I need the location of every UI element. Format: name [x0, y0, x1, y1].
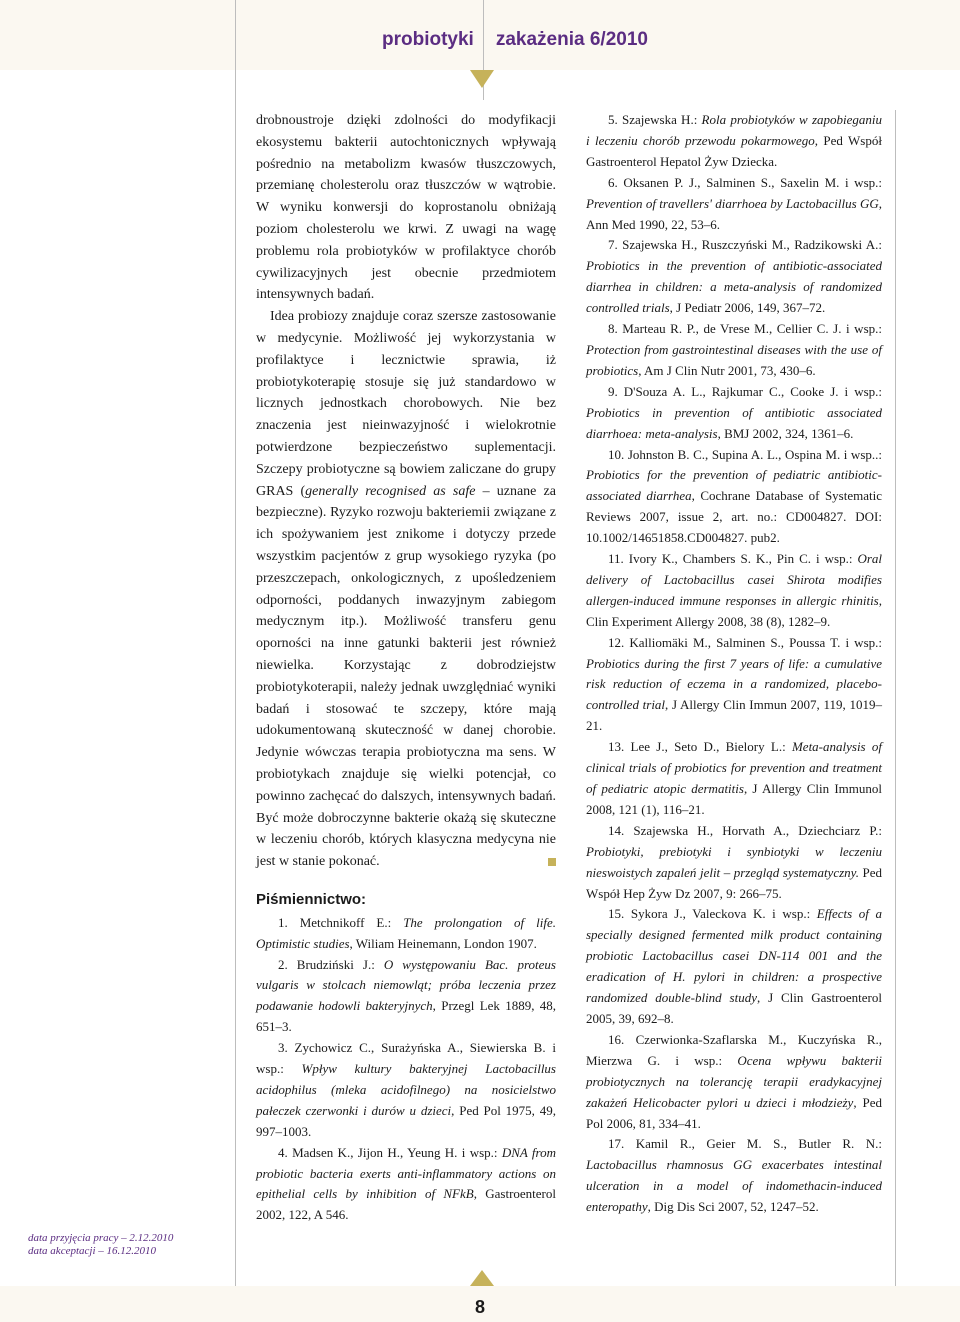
reference-authors: 8. Marteau R. P., de Vrese M., Cellier C. J. i wsp.:	[608, 321, 882, 337]
reference-source: , Dig Dis Sci 2007, 52, 1247–52.	[647, 1199, 819, 1215]
reference-authors: 4. Madsen K., Jijon H., Yeung H. i wsp.:	[278, 1144, 502, 1160]
reference-source: , Am J Clin Nutr 2001, 73, 430–6.	[638, 362, 816, 378]
reference-authors: 12. Kalliomäki M., Salminen S., Poussa T. i wsp.:	[608, 634, 882, 650]
top-triangle-marker	[470, 70, 494, 88]
body-paragraph-2-start: Idea probiozy znajduje coraz szersze zastosowanie w medycynie. Możliwość jej wykorzystania w profilaktyce i lecznictwie sprawia, iż probiotykoterapię stosuje się już standardowo w licznych jednostkach chorobowych. Nie bez znaczenia jest nieinwazyjność i wielokrotnie potwierdzone bezpieczeństwo suplementacji. Szczepy probiotyczne są bowiem zaliczane do grupy GRAS (	[256, 309, 556, 499]
reference-item	[256, 913, 556, 955]
running-header	[382, 29, 648, 51]
reference-authors: 14. Szajewska H., Horvath A., Dziechciarz P.:	[608, 822, 882, 838]
reference-authors: 11. Ivory K., Chambers S. K., Pin C. i wsp.:	[608, 551, 858, 567]
reference-title: Effects of a specially designed fermented milk product containing probiotic Lactobacillus casei DN-114 001 and the eradication of H. pylori in children: a prospective randomized double-blind study	[586, 906, 882, 1006]
section-title: probiotyki	[382, 29, 474, 50]
reference-item	[586, 1030, 882, 1135]
body-paragraph-2-rest: – uznane za bezpieczne). Ryzyko rozwoju bakteriemii związane z ich spożywaniem jest znikome i dotyczy przede wszystkim pacjentów z grup wysokiego ryzyka (po przeszczepach, onkologicznych, z upośledzeniem odporności, poddanych inwazyjnym zabiegom medycznym itp.). Możliwość transferu genu oporności na inne gatunki bakterii jest również niewielka. Korzystając z dobrodziejstw probiotykoterapii, należy jednak uwzględniać wyniki badań i stosować te szczepy, które mają udokumentowaną skuteczność w danej chorobie. Jedynie wówczas terapia probiotyczna ma sens. W probiotykach znajduje się wielki potencjał, co powinno zachęcać do dalszych, intensywnych badań. Być może dobroczynne bakterie okażą się skuteczne w leczeniu chorób, których klasyczna medycyna nie jest w stanie pokonać.	[256, 483, 556, 870]
body-paragraph-2	[256, 306, 556, 873]
reference-title: Protection from gastrointestinal diseases with the use of probiotics	[586, 341, 882, 378]
reference-source: , J Clin Gastroenterol 2005, 39, 692–8.	[586, 990, 882, 1026]
reference-authors: 10. Johnston B. C., Supina A. L., Ospina M. i wsp..:	[608, 446, 882, 462]
references-list-left	[256, 913, 556, 1227]
reference-item	[586, 235, 882, 319]
references-list-right	[586, 110, 882, 1218]
reference-title: Probiotics in the prevention of antibiotic-associated diarrhea in children: a meta-analysis of randomized controlled trials	[586, 258, 882, 316]
reference-title: Lactobacillus rhamnosus GG exacerbates intestinal ulceration in a model of indomethacin-induced enteropathy	[586, 1157, 882, 1215]
reference-title: The prolongation of life. Optimistic studies	[256, 914, 556, 951]
reference-source: , Gastroenterol 2002, 122, A 546.	[256, 1186, 556, 1223]
reference-source: , Cochrane Database of Systematic Reviews 2007, issue 2, art. no.: CD004827. DOI: 10.1002/14651858.CD004827. pub2.	[586, 488, 882, 546]
reference-authors: 6. Oksanen P. J., Salminen S., Saxelin M. i wsp.:	[608, 174, 882, 190]
received-date: data przyjęcia pracy – 2.12.2010	[28, 1232, 174, 1244]
reference-authors: 9. D'Souza A. L., Rajkumar C., Cooke J. i wsp.:	[608, 383, 882, 399]
reference-title: Probiotics during the first 7 years of life: a cumulative risk reduction of eczema in a randomized, placebo-controlled trial	[586, 655, 882, 713]
reference-authors: 1. Metchnikoff E.:	[278, 914, 404, 930]
reference-title: Rola probiotyków w zapobieganiu i leczeniu chorób przewodu pokarmowego	[586, 112, 882, 148]
reference-title: Probiotyki, prebiotyki i synbiotyki w leczeniu nieswoistych zapaleń jelit – przegląd systematyczny.	[586, 843, 882, 880]
reference-source: , Ann Med 1990, 22, 53–6.	[586, 195, 882, 232]
reference-item	[586, 737, 882, 821]
reference-item	[586, 549, 882, 633]
reference-source: , Ped Pol 1975, 49, 997–1003.	[256, 1102, 556, 1139]
reference-title: Probiotics in prevention of antibiotic associated diarrhoea: meta-analysis	[586, 404, 882, 441]
reference-source: , Wiliam Heinemann, London 1907.	[349, 935, 537, 951]
publication-dates	[28, 1232, 173, 1258]
reference-title: DNA from probiotic bacteria exerts anti-inflammatory actions on epithelial cells by inhibition of NFkB	[256, 1144, 556, 1202]
reference-source: , Przegl Lek 1889, 48, 651–3.	[256, 998, 556, 1035]
reference-source: , J Pediatr 2006, 149, 367–72.	[669, 300, 826, 316]
reference-authors: 16. Czerwionka-Szaflarska M., Kuczyńska R., Mierzwa G. i wsp.:	[586, 1031, 882, 1068]
reference-source: , Clin Experiment Allergy 2008, 38 (8), 1282–9.	[586, 592, 882, 629]
reference-source: , J Allergy Clin Immun 2007, 119, 1019–21.	[586, 697, 882, 734]
reference-source: , BMJ 2002, 324, 1361–6.	[717, 425, 854, 441]
reference-item	[586, 821, 882, 905]
accepted-date: data akceptacji – 16.12.2010	[28, 1245, 157, 1257]
reference-item	[586, 382, 882, 445]
reference-authors: 5. Szajewska H.:	[608, 112, 702, 127]
references-heading: Piśmiennictwo:	[256, 890, 367, 908]
journal-issue: zakażenia 6/2010	[495, 29, 648, 50]
reference-item	[586, 173, 882, 236]
reference-source: , J Allergy Clin Immunol 2008, 121 (1), 116–21.	[586, 781, 882, 817]
page-number: 8	[474, 1297, 485, 1317]
reference-title: Meta-analysis of clinical trials of probiotics for prevention and treatment of pediatric atopic dermatitis	[586, 739, 882, 796]
reference-source: Ped Współ Hep Żyw Dz 2007, 9: 266–75.	[586, 864, 883, 901]
reference-title: Wpływ kultury bakteryjnej Lactobacillus acidophilus (mleka acidofilnego) na nosicielstwo pałeczek czerwonki i durów u dzieci	[256, 1061, 556, 1118]
reference-item	[256, 1038, 556, 1143]
reference-item	[586, 445, 882, 550]
reference-source: , Ped Pol 2006, 81, 334–41.	[586, 1094, 883, 1131]
gras-definition: generally recognised as safe	[305, 483, 476, 499]
reference-item	[256, 955, 556, 1039]
bottom-triangle-marker	[470, 1270, 494, 1286]
reference-item	[586, 1134, 882, 1218]
reference-authors: 17. Kamil R., Geier M. S., Butler R. N.:	[608, 1136, 882, 1152]
reference-item	[586, 319, 882, 382]
reference-authors: 3. Zychowicz C., Surażyńska A., Siewierska B. i wsp.:	[256, 1040, 556, 1077]
reference-authors: 15. Sykora J., Valeckova K. i wsp.:	[608, 906, 817, 922]
reference-authors: 7. Szajewska H., Ruszczyński M., Radzikowski A.:	[608, 237, 882, 253]
reference-title: Oral delivery of Lactobacillus casei Shirota modifies allergen-induced immune responses in allergic rhinitis	[586, 551, 882, 608]
reference-authors: 13. Lee J., Seto D., Bielory L.:	[608, 739, 792, 755]
right-margin-rule	[895, 110, 896, 1286]
reference-item	[256, 1143, 556, 1227]
reference-title: Ocena wpływu bakterii probiotycznych na tolerancję terapii eradykacyjnej zakażeń Helicobacter pylori u dzieci i młodzieży	[586, 1052, 882, 1110]
reference-item	[586, 110, 882, 173]
reference-item	[586, 633, 882, 738]
reference-title: Prevention of travellers' diarrhoea by Lactobacillus GG	[586, 195, 879, 211]
reference-item	[586, 904, 882, 1029]
reference-authors: 2. Brudziński J.:	[278, 956, 384, 972]
article-end-marker	[548, 858, 556, 866]
reference-title: O występowaniu Bac. proteus vulgaris w stolcach niemowląt; próba leczenia przez podawanie hodowli bakteryjnych	[256, 956, 556, 1014]
body-paragraph-1: drobnoustroje dzięki zdolności do modyfikacji ekosystemu bakterii autochtonicznych wpływają pośrednio na metabolizm kwasów tłuszczowych, przemianę cholesterolu oraz tłuszczów w wątrobie. W wyniku konwersji do koprostanolu obniżają poziom cholesterolu we krwi. Z uwagi na wagę problemu rola probiotyków w profilaktyce chorób cywilizacyjnych jest obecnie przedmiotem intensywnych badań.	[256, 113, 556, 303]
left-column	[256, 110, 556, 1226]
right-column	[586, 110, 882, 1218]
left-margin-rule	[235, 0, 236, 1322]
reference-source: , Ped Współ Gastroenterol Hepatol Żyw Dziecka.	[586, 132, 882, 169]
reference-title: Probiotics for the prevention of pediatric antibiotic-associated diarrhea	[586, 467, 882, 504]
